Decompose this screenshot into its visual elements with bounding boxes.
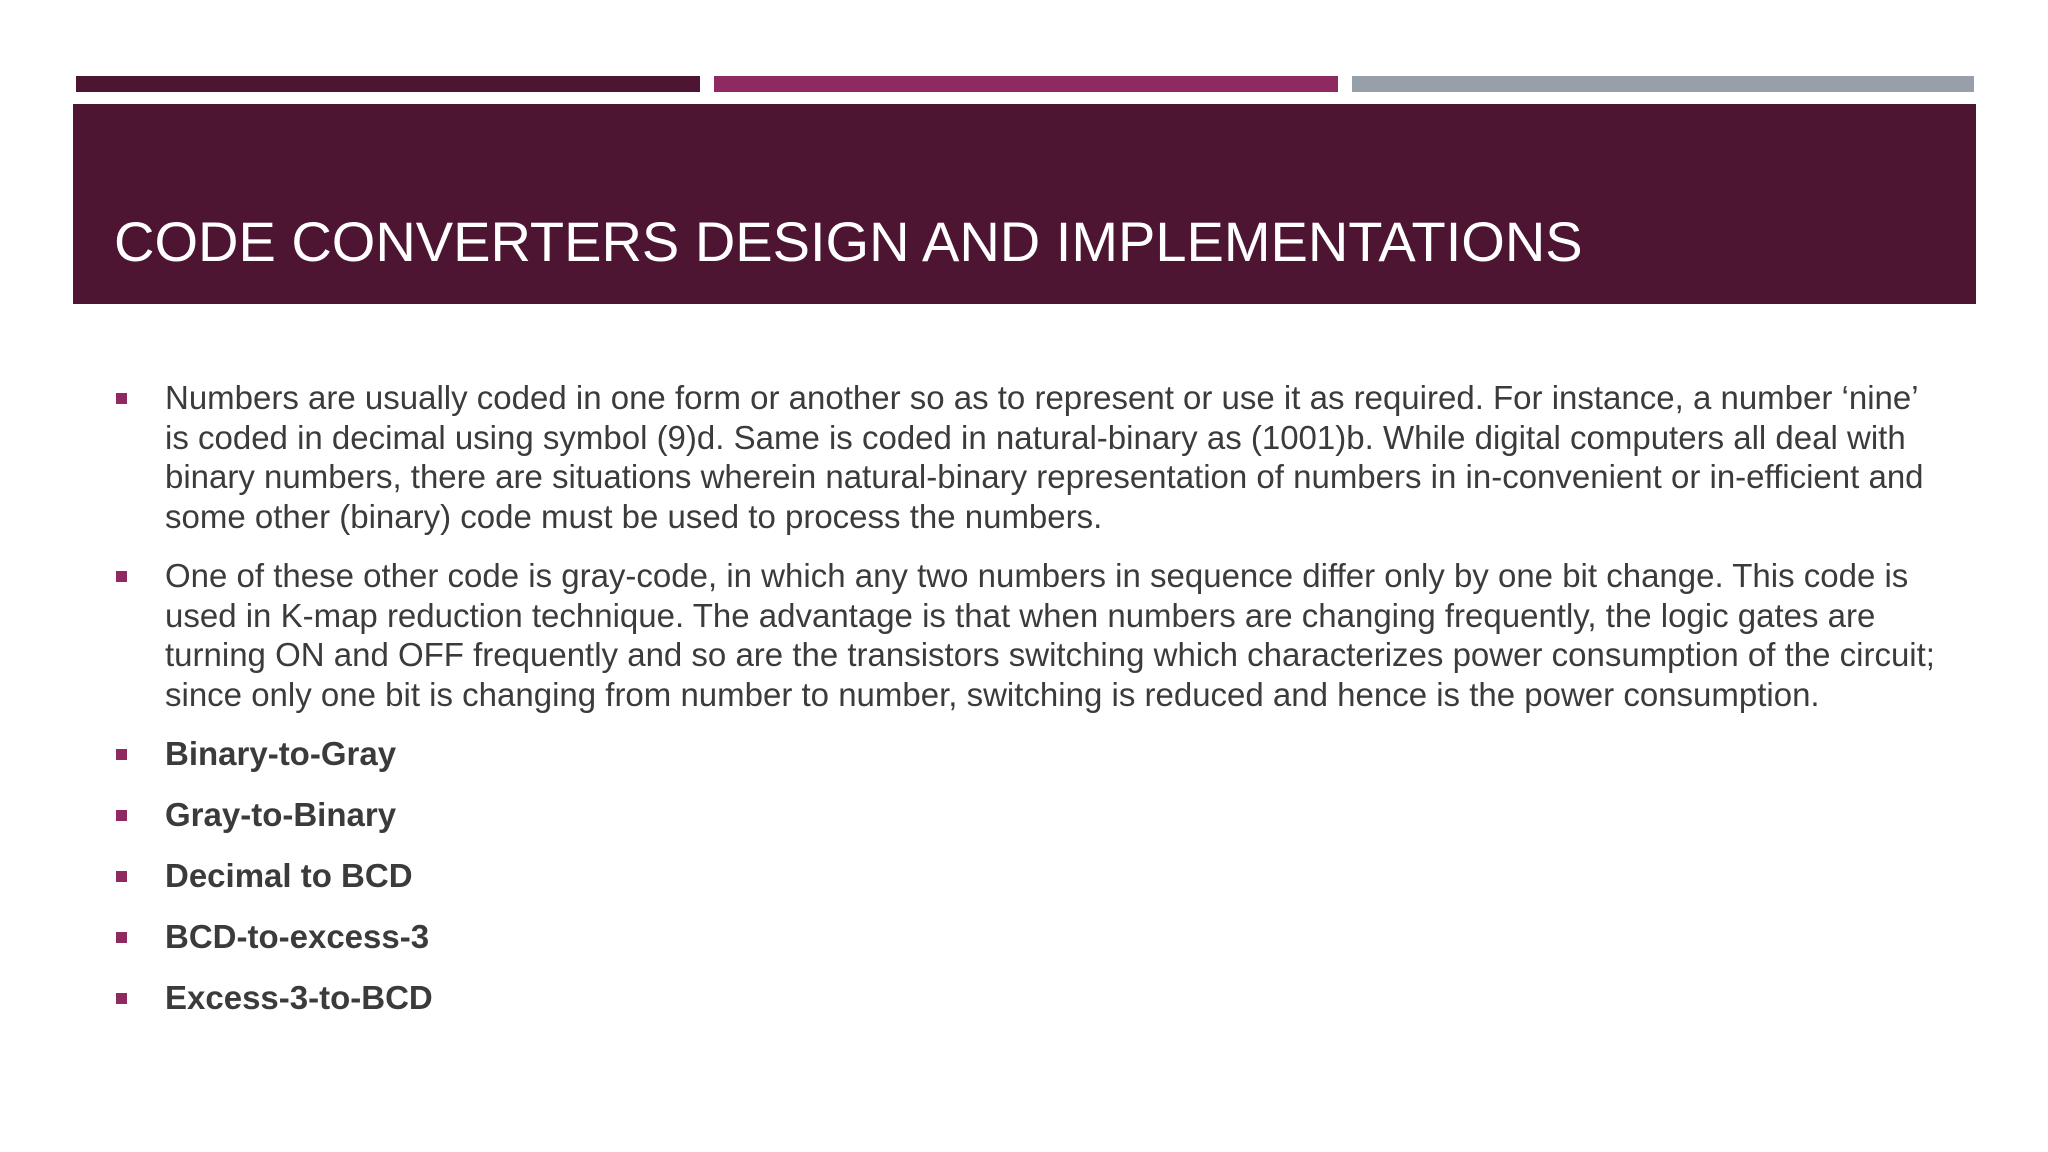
square-bullet-icon: [116, 749, 127, 760]
square-bullet-icon: [116, 993, 127, 1004]
square-bullet-icon: [116, 810, 127, 821]
square-bullet-icon: [116, 871, 127, 882]
bullet-text: Decimal to BCD: [165, 857, 413, 894]
bullet-item-excess-3-to-bcd: [112, 978, 1942, 1018]
bullet-text: BCD-to-excess-3: [165, 918, 430, 955]
accent-bar-dark: [76, 76, 700, 92]
square-bullet-icon: [116, 393, 127, 404]
bullet-text: One of these other code is gray-code, in which any two numbers in sequence differ only by one bit change. This code is used in K-map reduction technique. The advantage is that when numbers are changing frequently, the logic gates are turning ON and OFF frequently and so are the transistors switching which characterizes power consumption of the circuit; since only one bit is changing from number to number, switching is reduced and hence is the power consumption.: [165, 557, 1935, 713]
bullet-item-bcd-to-excess-3: [112, 917, 1942, 957]
slide-title: CODE CONVERTERS DESIGN AND IMPLEMENTATIONS: [114, 210, 1583, 273]
bullet-text: Excess-3-to-BCD: [165, 979, 433, 1016]
title-band: [73, 104, 1976, 304]
bullet-list: [112, 378, 1942, 1039]
bullet-item-gray-to-binary: [112, 795, 1942, 835]
bullet-item-decimal-to-bcd: [112, 856, 1942, 896]
bullet-text: Gray-to-Binary: [165, 796, 397, 833]
accent-bar-gray: [1352, 76, 1974, 92]
bullet-item-gray-code: [112, 556, 1942, 714]
square-bullet-icon: [116, 932, 127, 943]
accent-bar-magenta: [714, 76, 1338, 92]
bullet-text: Binary-to-Gray: [165, 735, 397, 772]
bullet-item-numbers-coding: [112, 378, 1942, 536]
bullet-text: Numbers are usually coded in one form or another so as to represent or use it as required. For instance, a number ‘nine’ is coded in decimal using symbol (9)d. Same is coded in natural-binary as (1001)b. While digital computers all deal with binary numbers, there are situations wherein natural-binary representation of numbers in in-convenient or in-efficient and some other (binary) code must be used to process the numbers.: [165, 379, 1924, 535]
bullet-item-binary-to-gray: [112, 734, 1942, 774]
square-bullet-icon: [116, 571, 127, 582]
